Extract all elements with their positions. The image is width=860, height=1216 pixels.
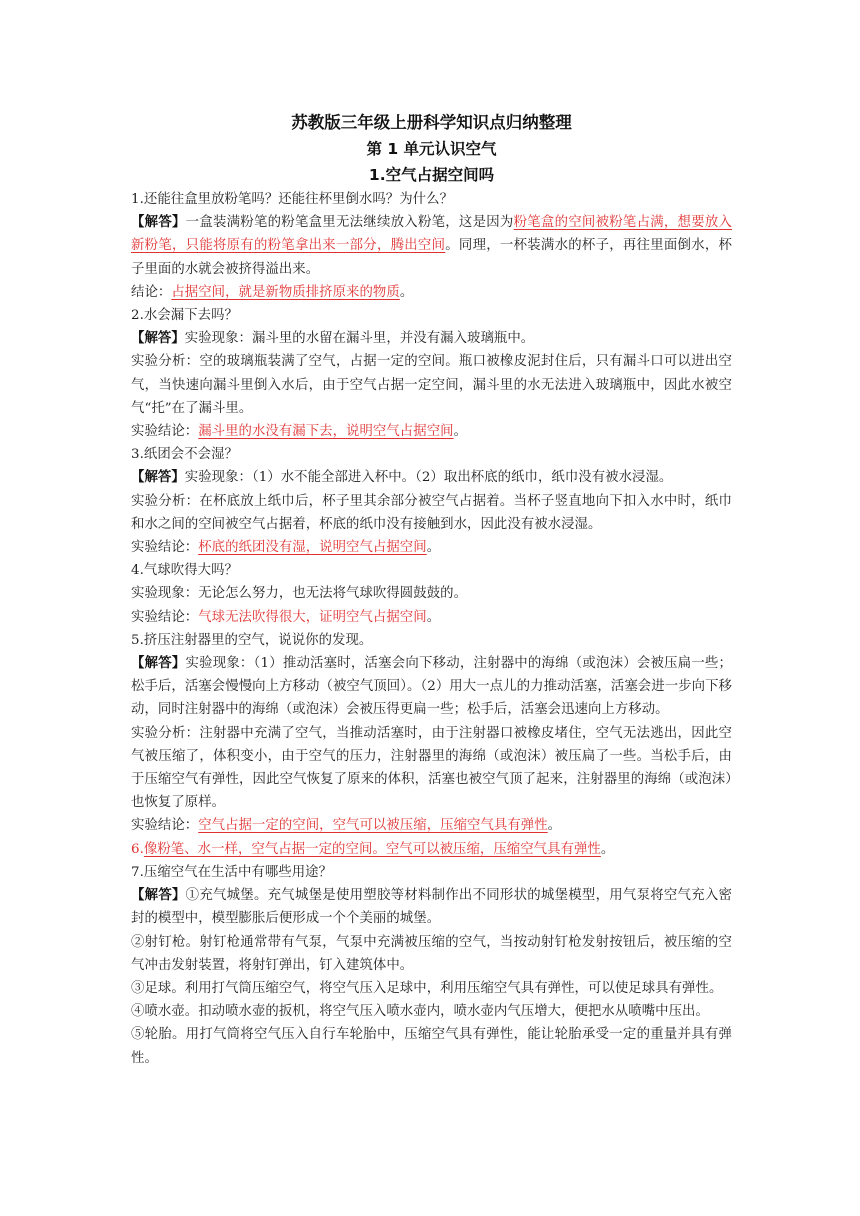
conclusion-4: 实验结论：气球无法吹得很大，证明空气占据空间。 [131, 609, 441, 625]
question-3: 3.纸团会不会湿？ [131, 447, 238, 463]
phenomenon-4: 实验现象：无论怎么努力，也无法将气球吹得圆鼓鼓的。 [131, 586, 468, 602]
conclusion-3: 实验结论：杯底的纸团没有湿，说明空气占据空间。 [131, 540, 441, 556]
highlight-red: 气球无法吹得很大，证明空气占据空间 [198, 609, 427, 625]
highlight-red: 空气占据一定的空间，空气可以被压缩，压缩空气具有弹性 [198, 818, 548, 834]
use-item-2: ②射钉枪。射钉枪通常带有气泵，气泵中充满被压缩的空气，当按动射钉枪发射按钮后，被压缩的空气冲击发射装置，将射钉弹出，钉入建筑体中。 [131, 934, 732, 973]
question-5: 5.挤压注射器里的空气，说说你的发现。 [131, 632, 373, 648]
document-title: 苏教版三年级上册科学知识点归纳整理 [291, 113, 572, 132]
highlight-red: 粉笔盒的空间被粉笔占满，想要放入新粉笔，只能将原有的粉笔拿出来一部分，腾出空间 [131, 215, 732, 254]
highlight-red: 漏斗里的水没有漏下去，说明空气占据空间 [198, 424, 454, 440]
analysis-3: 实验分析：在杯底放上纸巾后，杯子里其余部分被空气占据着。当杯子竖直地向下扣入水中时，纸巾和水之间的空间被空气占据着，杯底的纸巾没有接触到水，因此没有被水浸湿。 [131, 493, 732, 532]
question-2: 2.水会漏下去吗？ [131, 308, 238, 324]
answer-tag: 【解答】 [131, 469, 185, 486]
use-item-1: 【解答】①充气城堡。充气城堡是使用塑胶等材料制作出不同形状的城堡模型，用气泵将空气充入密封的模型中，模型膨胀后便形成一个个美丽的城堡。 [131, 887, 732, 927]
conclusion-1: 结论：占据空间，就是新物质排挤原来的物质。 [131, 284, 414, 300]
highlight-red: 占据空间，就是新物质排挤原来的物质 [171, 284, 400, 300]
phenomenon-2: 【解答】实验现象：漏斗里的水留在漏斗里，并没有漏入玻璃瓶中。 [131, 330, 535, 347]
phenomenon-5: 【解答】实验现象：（1）推动活塞时，活塞会向下移动，注射器中的海绵（或泡沫）会被压扁一些；松手后，活塞会慢慢向上方移动（被空气顶回）。（2）用大一点儿的力推动活塞，活塞会进一步向下移动，同时注射器中的海绵（或泡沫）会被压得更扁一些；松手后，活塞会迅速向上方移动。 [131, 655, 732, 718]
conclusion-5: 实验结论：空气占据一定的空间，空气可以被压缩，压缩空气具有弹性。 [131, 818, 562, 834]
question-7: 7.压缩空气在生活中有哪些用途？ [131, 864, 333, 880]
answer-tag: 【解答】 [131, 214, 186, 231]
highlight-red: 杯底的纸团没有湿，说明空气占据空间 [198, 540, 427, 556]
use-item-5: ⑤轮胎。用打气筒将空气压入自行车轮胎中，压缩空气具有弹性，能让轮胎承受一定的重量并具有弹性。 [131, 1027, 732, 1066]
answer-1: 【解答】一盒装满粉笔的粉笔盒里无法继续放入粉笔，这是因为粉笔盒的空间被粉笔占满，想要放入新粉笔，只能将原有的粉笔拿出来一部分，腾出空间。同理，一杯装满水的杯子，再往里面倒水，杯子里面的水就会被挤得溢出来。 [131, 214, 732, 277]
answer-tag: 【解答】 [131, 330, 185, 347]
unit-heading: 第 1 单元认识空气 [366, 140, 497, 158]
question-1: 1.还能往盒里放粉笔吗？还能往杯里倒水吗？为什么？ [131, 192, 454, 207]
highlight-red: 像粉笔、水一样，空气占据一定的空间。空气可以被压缩，压缩空气具有弹性 [143, 841, 601, 857]
conclusion-2: 实验结论：漏斗里的水没有漏下去，说明空气占据空间。 [131, 424, 468, 440]
use-item-4: ④喷水壶。扣动喷水壶的扳机，将空气压入喷水壶内，喷水壶内气压增大，便把水从喷嘴中压出。 [131, 1004, 709, 1020]
answer-tag: 【解答】 [131, 887, 186, 904]
analysis-5: 实验分析：注射器中充满了空气，当推动活塞时，由于注射器口被橡皮堵住，空气无法逃出，因此空气被压缩了，体积变小，由于空气的压力，注射器里的海绵（或泡沫）被压扁了一些。当松手后，由于压缩空气有弹性，因此空气恢复了原来的体积，活塞也被空气顶了起来，注射器里的海绵（或泡沫）也恢复了原样。 [131, 725, 732, 811]
phenomenon-3: 【解答】实验现象：（1）水不能全部进入杯中。（2）取出杯底的纸巾，纸巾没有被水浸湿。 [131, 469, 673, 486]
use-item-3: ③足球。利用打气筒压缩空气，将空气压入足球中，利用压缩空气具有弹性，可以使足球具有弹性。 [131, 980, 723, 996]
analysis-2: 实验分析：空的玻璃瓶装满了空气，占据一定的空间。瓶口被橡皮泥封住后，只有漏斗口可以进出空气，当快速向漏斗里倒入水后，由于空气占据一定空间，漏斗里的水无法进入玻璃瓶中，因此水被空气“托”在了漏斗里。 [131, 354, 732, 416]
answer-tag: 【解答】 [131, 655, 186, 672]
point-6: 6.像粉笔、水一样，空气占据一定的空间。空气可以被压缩，压缩空气具有弹性。 [131, 841, 615, 857]
question-4: 4.气球吹得大吗？ [131, 563, 238, 579]
lesson-heading: 1.空气占据空间吗 [368, 166, 495, 184]
